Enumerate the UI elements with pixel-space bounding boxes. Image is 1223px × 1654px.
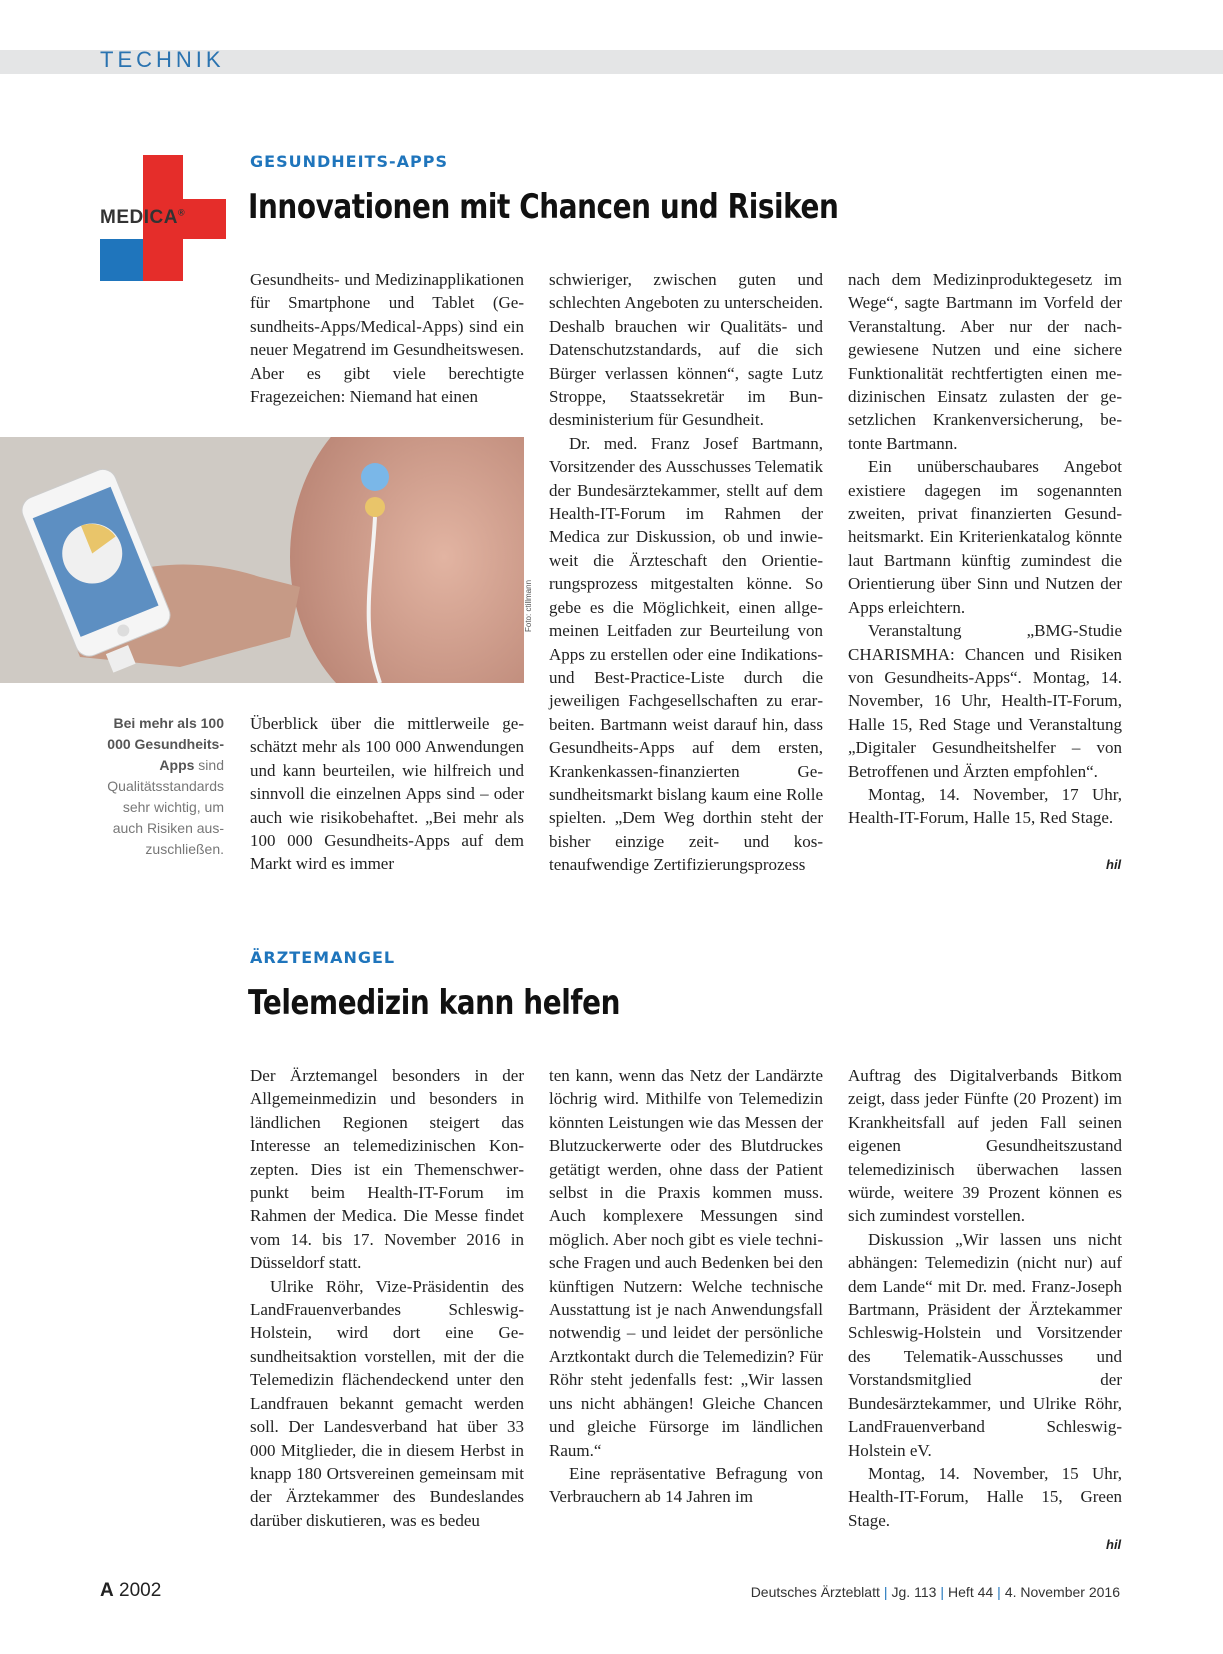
photo-illustration [0,437,524,683]
paragraph: Montag, 14. November, 15 Uhr, Health-IT-Forum, Halle 15, Green Stage. [848,1463,1122,1530]
photo-caption [100,713,224,860]
logo-mark: ® [177,207,186,218]
article1-signature: hil [1106,857,1122,872]
paragraph: Ein unüberschaubares Angebot existiere dagegen im sogenannten zweiten, privat finanzierten Gesundheitsmarkt. Ein Kriterienkatalog könnte laut Bartmann künftig zumindest die Orientierung über Sinn und Nutzen der Apps erleichtern. [848,457,1122,617]
paragraph: schwieriger, zwischen guten und schlechten Angeboten zu unterscheiden. Deshalb brauchen wir Qualitäts- und Datenschutzstandards, auf die sich Bürger verlassen können“, sagte Lutz Stroppe, Staatssekretär im Bundesministerium für Gesundheit. [549,270,823,430]
paragraph: Eine repräsentative Befragung von Verbrauchern ab 14 Jahren im [549,1463,823,1507]
article1-headline: Innovationen mit Chancen und Risiken [248,187,839,227]
photo-credit: Foto: ctillmann [524,579,533,632]
article1-col1-bottom [250,712,524,876]
article2-col2 [549,1064,823,1509]
article2-col3 [848,1064,1122,1532]
article1-kicker: GESUNDHEITS-APPS [250,152,448,171]
article2-kicker: ÄRZTEMANGEL [250,948,396,967]
article2-col1 [250,1064,524,1532]
caption-bold: Bei mehr als 100 000 Gesundheits-Apps [107,715,224,773]
page-number-value: 2002 [119,1580,162,1601]
smartphone-photo [0,437,524,683]
paragraph: Der Ärztemangel besonders in der Allgemeinmedizin und besonders in ländlichen Regionen steigert das Interesse an telemedizinischen Konzepten. Dies ist ein Themenschwerpunkt beim Health-IT-Forum im Rahmen der Medica. Die Messe findet vom 14. bis 17. November 2016 in Düsseldorf statt. [250,1066,524,1273]
paragraph: Gesundheits- und Medizinapplikationen für Smartphone und Tablet (Gesundheits-Apps/Medical-Apps) sind ein neuer Megatrend im Gesundheitswesen. Aber es gibt viele berechtigte Fragezeichen: Niemand hat einen [250,270,524,407]
paragraph: ten kann, wenn das Netz der Landärzte löchrig wird. Mithilfe von Telemedizin könnten Leistungen wie das Messen der Blutzuckerwerte oder des Blutdruckes getätigt werden, ohne dass der Patient selbst in die Praxis kommen muss. Auch komplexere Messungen sind möglich. Aber noch gibt es viele technische Fragen und auch Bedenken bei den künftigen Nutzern: Welche technische Ausstattung ist je nach Anwendungsfall notwendig – und leidet der persönliche Arztkontakt durch die Telemedizin? Für Röhr steht jedenfalls fest: „Wir lassen uns nicht abhängen! Gleiche Chancen und gleiche Fürsorge im ländlichen Raum.“ [549,1066,823,1460]
journal-volume: Jg. 113 [891,1584,937,1600]
page-prefix: A [100,1580,114,1601]
article2-signature: hil [1106,1537,1122,1552]
section-label: TECHNIK [100,47,225,72]
journal-issue: Heft 44 [948,1584,994,1600]
paragraph: Diskussion „Wir lassen uns nicht abhängen: Telemedizin (nicht nur) auf dem Lande“ mit Dr. med. Franz-Joseph Bartmann, Präsident der Ärztekammer Schleswig-Holstein und Vorsitzender des Telematik-Ausschusses und Vorstandsmitglied der Bundesärztekammer, und Ulrike Röhr, LandFrauenverband Schleswig-Holstein eV. [848,1229,1122,1460]
paragraph: nach dem Medizinproduktegesetz im Wege“, sagte Bartmann im Vorfeld der Veranstaltung. Aber nur der nachgewiesene Nutzen und eine sichere Funktionalität rechtfertigten einen medizinischen Einsatz zulasten der gesetzlichen Krankenversicherung, betonte Bartmann. [848,270,1122,453]
article1-col2 [549,268,823,877]
article1-col1-top [250,268,524,408]
page-number [100,1580,161,1602]
medica-logo [100,155,226,281]
journal-name: Deutsches Ärzteblatt [750,1584,880,1600]
paragraph: Überblick über die mittlerweile geschätzt mehr als 100 000 Anwendungen und kann beurteilen, wie hilfreich und sinnvoll die einzelnen Apps sind – oder auch wie risikobehaftet. „Bei mehr als 100 000 Gesundheits-Apps auf dem Markt wird es immer [250,714,524,874]
paragraph: Veranstaltung „BMG-Studie CHARISMHA: Chancen und Risiken von Gesundheits-Apps“. Montag, 14. November, 16 Uhr, Health-IT-Forum, Halle 15, Red Stage und Veranstaltung „Digitaler Gesundheitshelfer – von Betroffenen und Ärzten empfohlen“. [848,621,1122,781]
logo-text: MEDICA [100,207,178,228]
journal-info: Deutsches Ärzteblatt | Jg. 113 | Heft 44 | 4. November 2016 [750,1584,1120,1600]
paragraph: Dr. med. Franz Josef Bartmann, Vorsitzender des Ausschusses Telematik der Bundesärztekammer, stellt auf dem Health-IT-Forum im Rahmen der Medica zur Diskussion, ob und inwieweit die Ärzteschaft den Orientierungsprozess mitgestalten könne. So gebe es die Möglichkeit, einen allgemeinen Leitfaden zur Beurteilung von Apps zu erstellen oder eine Indikations- und Best-Practice-Liste durch die jeweiligen Fachgesellschaften zu erarbeiten. Bartmann weist darauf hin, dass Gesundheits-Apps auf dem ersten, Krankenkassen-finanzierten Gesundheitsmarkt bislang kaum eine Rolle spielten. „Dem Weg dorthin steht der bisher einzige zeit- und kostenaufwendige Zertifizierungsprozess [549,433,823,875]
caption-rest: sind Qualitätsstandards sehr wichtig, um auch Risiken auszuschließen. [107,757,224,857]
paragraph: Montag, 14. November, 17 Uhr, Health-IT-Forum, Halle 15, Red Stage. [848,784,1122,828]
article2-headline: Telemedizin kann helfen [248,983,621,1023]
paragraph: Auftrag des Digitalverbands Bitkom zeigt, dass jeder Fünfte (20 Prozent) im Krankheitsfall auf jeden Fall seinen eigenen Gesundheitszustand telemedizinisch überwachen lassen würde, weitere 39 Prozent können es sich zumindest vorstellen. [848,1066,1122,1226]
journal-date: 4. November 2016 [1004,1584,1120,1600]
paragraph: Ulrike Röhr, Vize-Präsidentin des LandFrauenverbandes Schleswig-Holstein, wird dort eine Gesundheitsaktion vorstellen, mit der die Telemedizin flächendeckend unter den Landfrauen bekannt gemacht werden soll. Der Landesverband hat über 33 000 Mitglieder, die in diesem Herbst in knapp 180 Ortsvereinen gemeinsam mit der Ärztekammer des Bundeslandes darüber diskutieren, was es bedeu [250,1276,524,1530]
article1-col3 [848,268,1122,830]
